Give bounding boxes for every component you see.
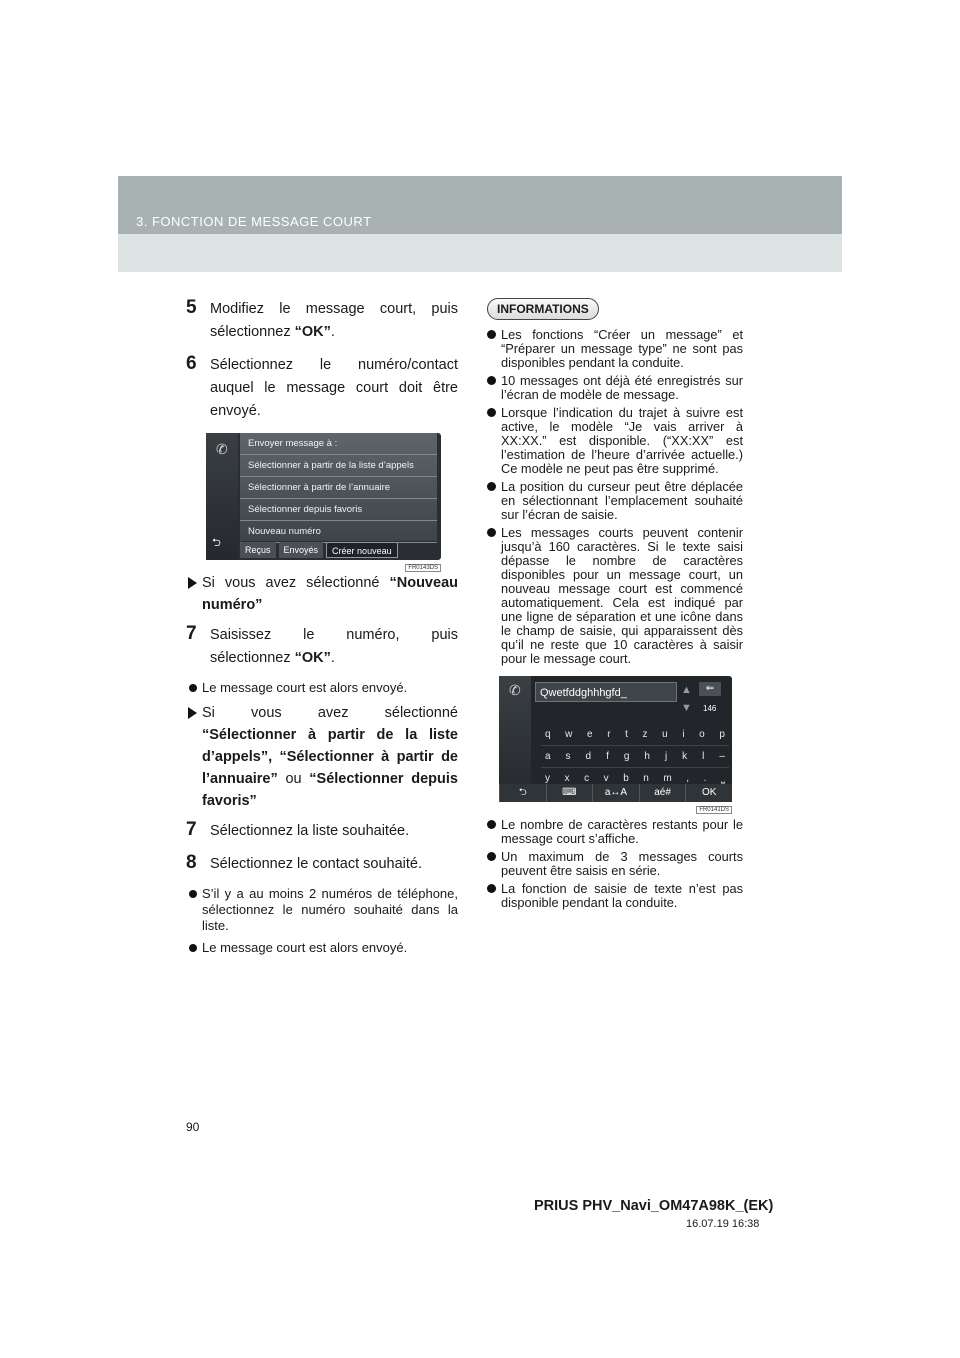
tab-received[interactable]: Reçus	[240, 542, 276, 558]
condition-keyword: “Sélectionner depuis favoris”	[202, 771, 458, 809]
back-icon[interactable]: ⮌	[212, 537, 221, 549]
step-text: Modifiez le message court, puis sélectionnez	[210, 301, 458, 340]
condition-keyword: “Nouveau numéro”	[202, 575, 458, 613]
key[interactable]: d	[585, 751, 592, 762]
bullet-text: S’il y a au moins 2 numéros de téléphone, sélectionnez le numéro souhaité dans la liste.	[202, 886, 458, 933]
key[interactable]: l	[702, 751, 705, 762]
phone-icon: ✆	[509, 682, 521, 698]
keyboard	[541, 724, 729, 790]
key[interactable]: w	[565, 729, 573, 740]
step-number: 7	[186, 819, 197, 840]
step-7b	[186, 820, 458, 843]
bullet-icon	[487, 330, 496, 339]
menu-item-favourites[interactable]: Sélectionner depuis favoris	[240, 499, 437, 521]
step-7a	[186, 624, 458, 670]
key[interactable]: a	[545, 751, 551, 762]
phone-icon: ✆	[216, 441, 228, 457]
step-number: 8	[186, 852, 197, 873]
step-text: Saisissez le numéro, puis sélectionnez	[210, 627, 458, 666]
key[interactable]: x	[564, 773, 570, 784]
key[interactable]: g	[623, 751, 630, 762]
bullet-icon	[487, 528, 496, 537]
key[interactable]: t	[625, 729, 628, 740]
key[interactable]: ⎵	[720, 773, 725, 784]
remaining-count: 146	[703, 704, 717, 713]
document-title: PRIUS PHV_Navi_OM47A98K_(EK)	[534, 1198, 774, 1214]
info-item	[487, 374, 743, 402]
step-5	[186, 298, 458, 344]
keyboard-screen-image	[499, 676, 732, 813]
bullet-icon	[487, 482, 496, 491]
ok-button[interactable]: OK	[685, 784, 732, 802]
key[interactable]: ,	[686, 773, 690, 784]
scroll-down-icon[interactable]: ▼	[681, 702, 692, 714]
key[interactable]: r	[607, 729, 611, 740]
info-item	[487, 406, 743, 476]
keyboard-icon[interactable]: ⌨	[546, 784, 593, 802]
bullet-text: Le message court est alors envoyé.	[202, 680, 408, 695]
scroll-up-icon[interactable]: ▲	[681, 684, 692, 696]
info-item	[487, 882, 743, 910]
bullet-icon	[487, 852, 496, 861]
bullet-icon	[487, 408, 496, 417]
bullet-icon	[487, 884, 496, 893]
right-column	[487, 298, 743, 914]
back-icon[interactable]: ⮌	[499, 784, 546, 802]
menu-header: Envoyer message à :	[240, 433, 437, 455]
backspace-icon[interactable]: ⇐	[699, 682, 721, 696]
step-text: Sélectionnez la liste souhaitée.	[210, 823, 410, 839]
step-text: Sélectionnez le contact souhaité.	[210, 856, 422, 872]
bullet-icon	[487, 376, 496, 385]
info-text: Les messages courts peuvent contenir jusqu’à 160 caractères. Si le texte saisi dépasse le nombre de caractères disponibles pour un message court, un nouveau message court est commencé automatiquement. Cela est indiqué par une ligne de séparation et une icône dans le champ de saisie, qui apparaissent dès qu’il ne reste que 10 caractères à saisir pour le message court.	[501, 525, 743, 666]
bullet-icon	[189, 890, 197, 898]
step-punct: .	[330, 324, 335, 340]
info-text: La fonction de saisie de texte n’est pas disponible pendant la conduite.	[501, 881, 743, 910]
step-6	[186, 354, 458, 423]
document-date: 16.07.19 16:38	[686, 1218, 760, 1230]
key[interactable]: k	[682, 751, 688, 762]
key[interactable]: v	[603, 773, 609, 784]
info-text: Lorsque l’indication du trajet à suivre est active, le modèle “Je vais arriver à XX:XX.” est disponible. (“XX:XX” est l’estimation de l’heure d’arrivée actuelle.) Ce modèle ne peut pas être supprimé.	[501, 405, 743, 476]
key[interactable]: o	[699, 729, 705, 740]
keyboard-row	[541, 746, 729, 768]
step-number: 5	[186, 297, 197, 318]
bullet-multiple-numbers	[186, 886, 458, 934]
info-item	[487, 480, 743, 522]
screen-tabs	[240, 542, 437, 558]
key[interactable]: z	[642, 729, 648, 740]
recipient-menu	[240, 433, 437, 541]
condition-list-selection	[186, 702, 458, 812]
key[interactable]: m	[663, 773, 672, 784]
menu-item-phonebook[interactable]: Sélectionner à partir de l’annuaire	[240, 477, 437, 499]
menu-item-call-list[interactable]: Sélectionner à partir de la liste d’appels	[240, 455, 437, 477]
arrow-icon	[188, 707, 197, 719]
info-text: Les fonctions “Créer un message” et “Préparer un message type” ne sont pas disponibles pendant la conduite.	[501, 327, 743, 370]
bullet-icon	[189, 944, 197, 952]
key[interactable]: p	[719, 729, 725, 740]
bullet-sent-1	[186, 680, 458, 696]
key[interactable]: b	[623, 773, 629, 784]
step-number: 7	[186, 623, 197, 644]
key[interactable]: –	[719, 751, 725, 762]
key[interactable]: n	[643, 773, 649, 784]
tab-sent[interactable]: Envoyés	[279, 542, 324, 558]
step-punct: .	[330, 650, 335, 666]
symbols-button[interactable]: aé#	[639, 784, 686, 802]
step-number: 6	[186, 353, 197, 374]
condition-keyword: “Sélectionner à partir de la liste d’appels”, “Sélectionner à partir de l’annuaire”	[202, 727, 458, 787]
left-column	[186, 298, 458, 962]
page-number: 90	[186, 1120, 200, 1134]
tab-create-new[interactable]: Créer nouveau	[326, 542, 398, 558]
step-keyword: “OK”	[294, 650, 331, 666]
key[interactable]: f	[606, 751, 609, 762]
bullet-text: Le message court est alors envoyé.	[202, 940, 408, 955]
key[interactable]: u	[662, 729, 668, 740]
condition-text: ou	[277, 771, 310, 787]
bullet-sent-2	[186, 940, 458, 956]
key[interactable]: q	[545, 729, 551, 740]
key[interactable]: s	[565, 751, 571, 762]
info-item	[487, 328, 743, 370]
image-code: FR0143DS	[405, 564, 441, 572]
condition-text: Si vous avez sélectionné	[202, 575, 390, 591]
condition-text: Si vous avez sélectionné	[202, 705, 458, 721]
info-item	[487, 818, 743, 846]
info-item	[487, 526, 743, 666]
key[interactable]: h	[644, 751, 650, 762]
info-text: 10 messages ont déjà été enregistrés sur l’écran de modèle de message.	[501, 373, 743, 402]
step-text: Sélectionnez le numéro/contact auquel le message court doit être envoyé.	[210, 357, 458, 419]
key[interactable]: j	[664, 751, 668, 762]
bullet-icon	[487, 820, 496, 829]
arrow-icon	[188, 577, 197, 589]
case-toggle-button[interactable]: a↔A	[592, 784, 639, 802]
step-keyword: “OK”	[294, 324, 331, 340]
section-title: 3. FONCTION DE MESSAGE COURT	[136, 214, 372, 229]
menu-item-new-number[interactable]: Nouveau numéro	[240, 521, 437, 543]
header-bar	[118, 176, 842, 234]
image-code: FR0141DS	[696, 806, 732, 814]
info-text: Le nombre de caractères restants pour le message court s’affiche.	[501, 817, 743, 846]
keyboard-row	[541, 724, 729, 746]
informations-label: INFORMATIONS	[487, 298, 599, 320]
condition-new-number	[186, 572, 458, 616]
info-text: Un maximum de 3 messages courts peuvent être saisis en série.	[501, 849, 743, 878]
header-band	[118, 176, 842, 272]
message-input[interactable]: Qwetfddghhhgfd_	[535, 682, 677, 702]
step-8	[186, 853, 458, 876]
key[interactable]: y	[545, 773, 550, 784]
key[interactable]: i	[682, 729, 685, 740]
recipient-screen-image	[206, 433, 441, 571]
key[interactable]: .	[703, 773, 707, 784]
bullet-icon	[189, 684, 197, 692]
key[interactable]: e	[587, 729, 593, 740]
info-item	[487, 850, 743, 878]
key[interactable]: c	[584, 773, 590, 784]
info-text: La position du curseur peut être déplacée en sélectionnant l’emplacement souhaité sur l’écran de saisie.	[501, 479, 743, 522]
keyboard-bottom-bar	[499, 784, 732, 802]
